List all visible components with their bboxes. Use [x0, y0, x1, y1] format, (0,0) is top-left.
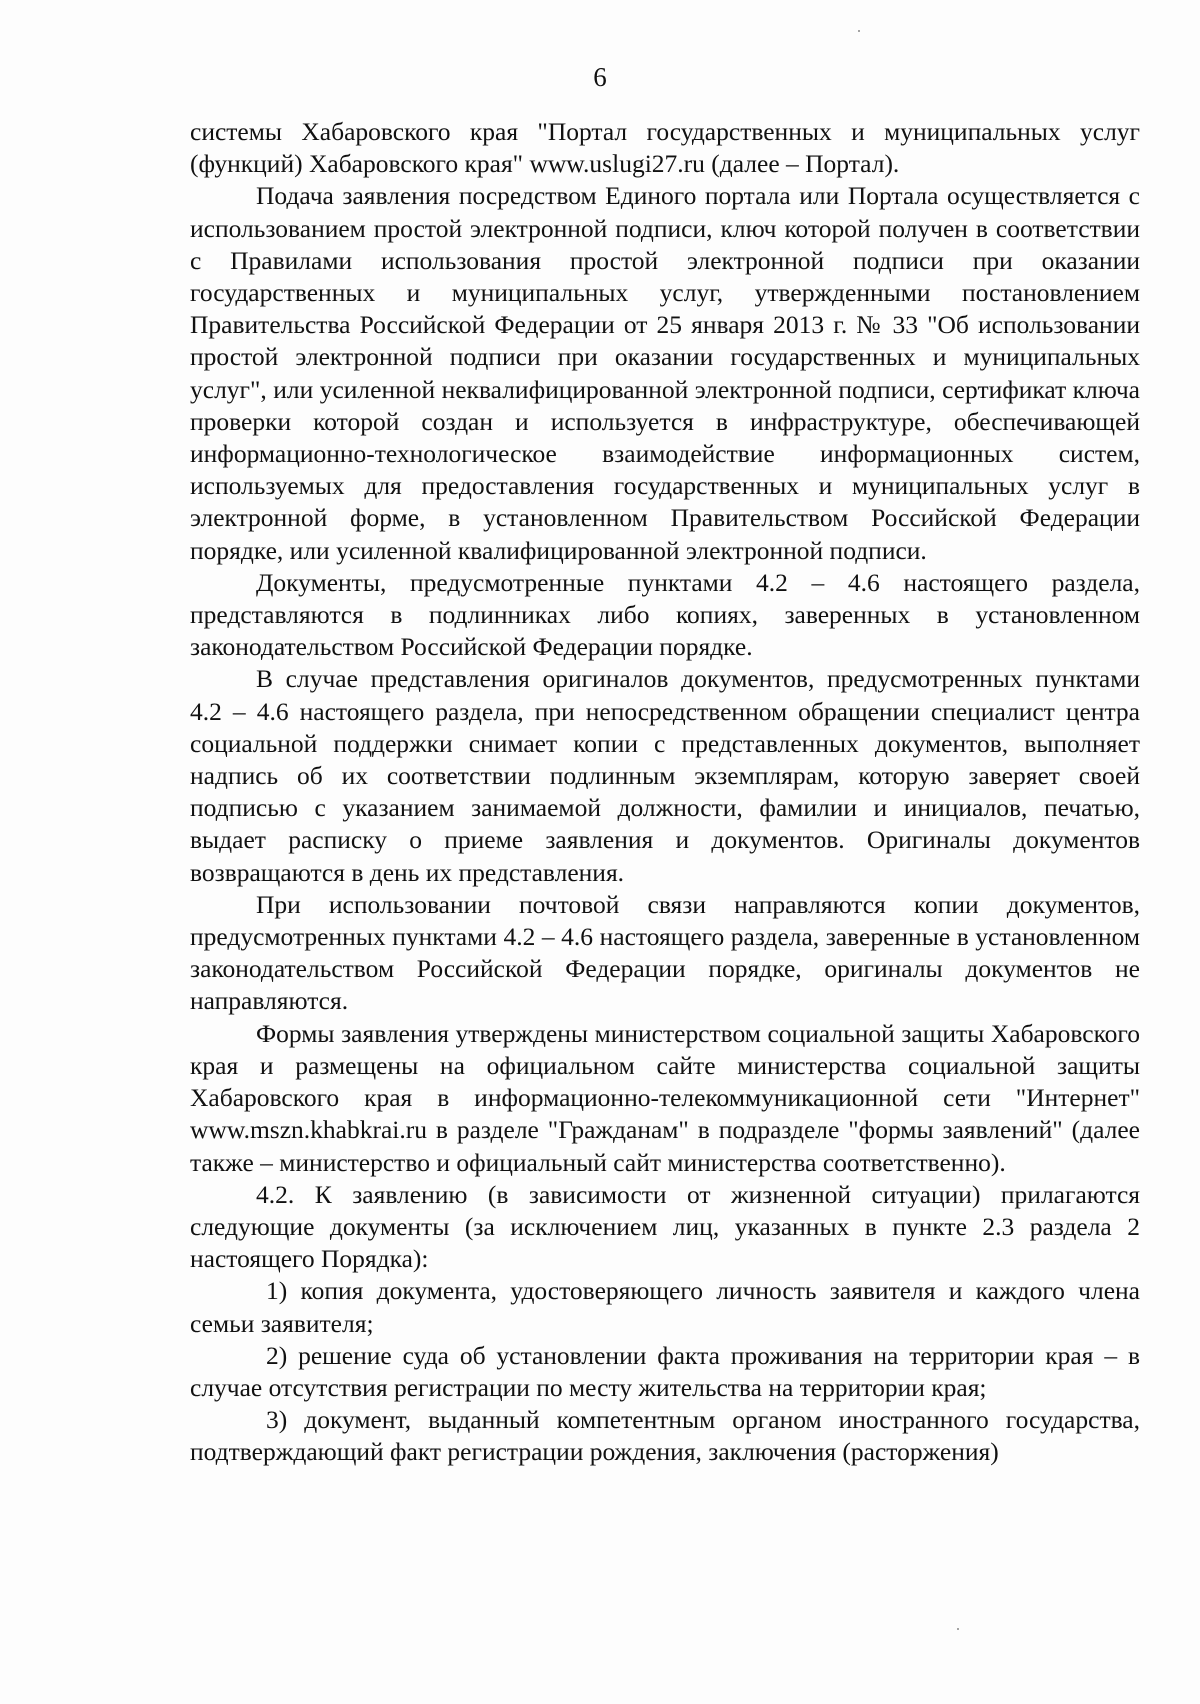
list-item-3: 3) документ, выданный компетентным органом иностранного государства, подтверждающий факт регистрации рождения, заключения (расторжения)	[190, 1405, 1140, 1467]
paragraph-postal-delivery: При использовании почтовой связи направляются копии документов, предусмотренных пунктами 4.2 – 4.6 настоящего раздела, заверенные в установленном законодательством Российской Федерации порядке, оригиналы документов не направляются.	[190, 889, 1140, 1016]
list-item-1: 1) копия документа, удостоверяющего личность заявителя и каждого члена семьи заявителя;	[190, 1276, 1140, 1338]
paragraph-documents-originals: Документы, предусмотренные пунктами 4.2 – 4.6 настоящего раздела, представляются в подлинниках либо копиях, заверенных в установленном законодательством Российской Федерации порядке.	[190, 567, 1140, 662]
paragraph-copies-procedure: В случае представления оригиналов документов, предусмотренных пунктами 4.2 – 4.6 настоящего раздела, при непосредственном обращении специалист центра социальной поддержки снимает копии с представленных документов, выполняет надпись об их соответствии подлинным экземплярам, которую заверяет своей подписью с указанием занимаемой должности, фамилии и инициалов, печатью, выдает расписку о приеме заявления и документов. Оригиналы документов возвращаются в день их представления.	[190, 664, 1140, 887]
document-body	[190, 116, 1140, 1469]
list-item-2: 2) решение суда об установлении факта проживания на территории края – в случае отсутствия регистрации по месту жительства на территории края;	[190, 1340, 1140, 1402]
scan-speck	[858, 30, 860, 32]
paragraph-application-forms: Формы заявления утверждены министерством социальной защиты Хабаровского края и размещены на официальном сайте министерства социальной защиты Хабаровского края в информационно-телекоммуникационной сети "Интернет" www.mszn.khabkrai.ru в разделе "Гражданам" в подразделе "формы заявлений" (далее также – министерство и официальный сайт министерства соответственно).	[190, 1018, 1140, 1177]
scan-speck	[957, 1628, 959, 1630]
paragraph-section-4-2: 4.2. К заявлению (в зависимости от жизненной ситуации) прилагаются следующие документы (за исключением лиц, указанных в пункте 2.3 раздела 2 настоящего Порядка):	[190, 1179, 1140, 1274]
paragraph-electronic-signature: Подача заявления посредством Единого портала или Портала осуществляется с использованием простой электронной подписи, ключ которой получен в соответствии с Правилами использования простой электронной подписи при оказании государственных и муниципальных услуг, утвержденными постановлением Правительства Российской Федерации от 25 января 2013 г. № 33 "Об использовании простой электронной подписи при оказании государственных и муниципальных услуг", или усиленной неквалифицированной электронной подписи, сертификат ключа проверки которой создан и используется в инфраструктуре, обеспечивающей информационно-технологическое взаимодействие информационных систем, используемых для предоставления государственных и муниципальных услуг в электронной форме, в установленном Правительством Российской Федерации порядке, или усиленной квалифицированной электронной подписи.	[190, 181, 1140, 565]
page-number: 6	[593, 62, 607, 92]
paragraph-portal-continuation: системы Хабаровского края "Портал государственных и муниципальных услуг (функций) Хабаровского края" www.uslugi27.ru (далее – Портал).	[190, 117, 1140, 179]
